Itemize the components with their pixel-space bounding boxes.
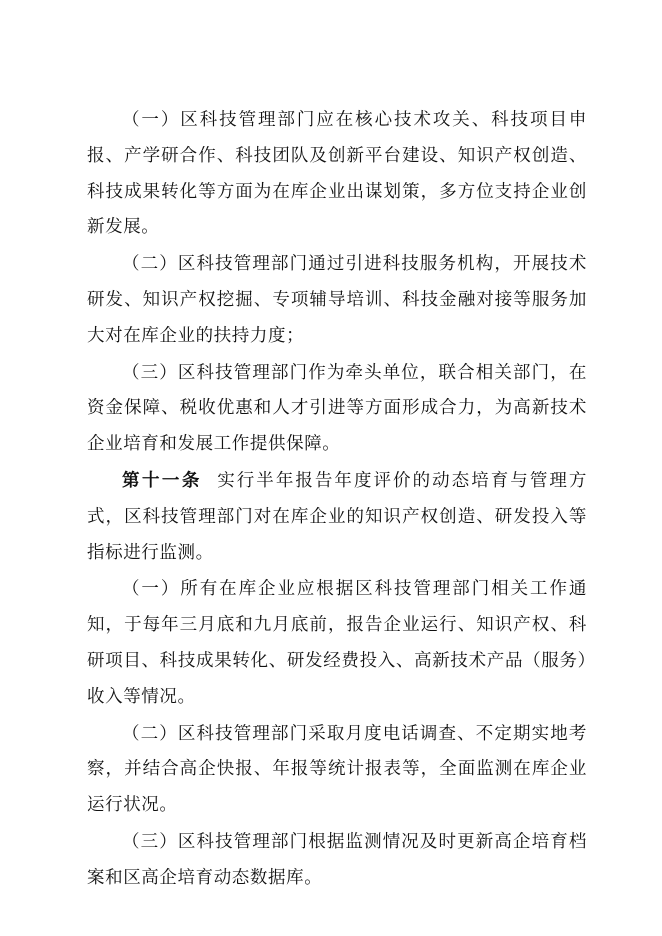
paragraph-text: （二）区科技管理部门通过引进科技服务机构，开展技术研发、知识产权挖掘、专项辅导培训、科技金融对接等服务加大对在库企业的扶持力度；: [87, 254, 587, 346]
article-heading: 第十一条: [122, 470, 202, 491]
paragraph-7: [87, 825, 587, 897]
paragraph-text: （二）区科技管理部门采取月度电话调查、不定期实地考察，并结合高企快报、年报等统计报表等，全面监测在库企业运行状况。: [87, 723, 587, 816]
document-body: [87, 103, 587, 898]
paragraph-6: [87, 717, 587, 824]
paragraph-text: （三）区科技管理部门根据监测情况及时更新高企培育档案和区高企培育动态数据库。: [87, 831, 587, 888]
paragraph-text: （三）区科技管理部门作为牵头单位，联合相关部门，在资金保障、税收优惠和人才引进等方面形成合力，为高新技术企业培育和发展工作提供保障。: [87, 362, 587, 455]
paragraph-text: 实行半年报告年度评价的动态培育与管理方式，区科技管理部门对在库企业的知识产权创造、研发投入等指标进行监测。: [87, 470, 588, 563]
paragraph-article-11: [87, 464, 587, 571]
paragraph-3: [87, 356, 587, 463]
paragraph-text: （一）所有在库企业应根据区科技管理部门相关工作通知，于每年三月底和九月底前，报告企业运行、知识产权、科研项目、科技成果转化、研发经费投入、高新技术产品（服务）收入等情况。: [87, 579, 587, 707]
paragraph-5: [87, 572, 587, 715]
paragraph-2: [87, 247, 587, 354]
paragraph-text: （一）区科技管理部门应在核心技术攻关、科技项目申报、产学研合作、科技团队及创新平台建设、知识产权创造、科技成果转化等方面为在库企业出谋划策，多方位支持企业创新发展。: [87, 110, 587, 238]
paragraph-1: [87, 103, 587, 246]
